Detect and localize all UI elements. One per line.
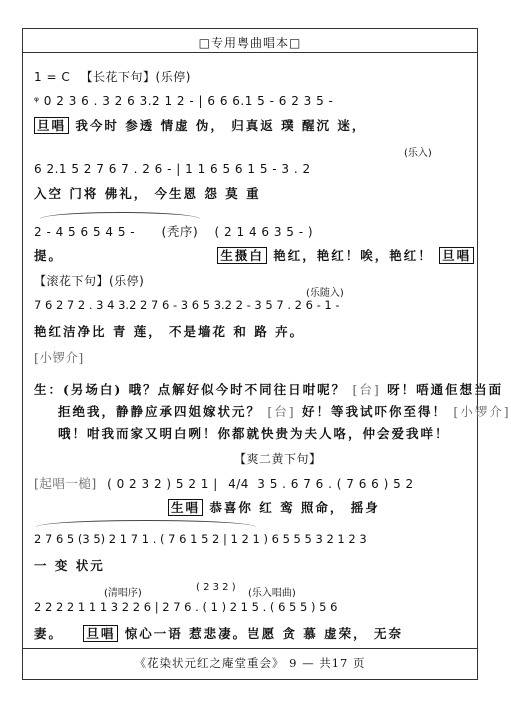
lyric-text: 我今时 参透 情虚 伪， 归真返 璞 醒沉 迷，	[75, 118, 367, 133]
stage-cue: [台]	[267, 404, 296, 419]
s1-tag: 【长花下句】(乐停)	[80, 70, 191, 84]
dialogue-text: 艳红，艳红！唉，艳红！	[273, 248, 433, 263]
lyric-text: 妻。	[34, 626, 64, 641]
lyric-text: 恭喜你 红 鸾 照命， 摇身	[209, 500, 380, 515]
s3-label-c: (乐入唱曲)	[248, 588, 296, 599]
role-box: 生唱	[168, 499, 203, 516]
interlude-notes: ( 2 1 4 6 3 5 - )	[214, 225, 314, 239]
dialog-text: 生：(另场白) 哦？点解好似今时不同往日咁呢？	[34, 382, 347, 397]
dialog-text: 呀！唔通佢想当面	[387, 382, 504, 397]
s1-lyric-1	[34, 116, 366, 134]
page-footer: 《花染状元红之庵堂重会》 9 — 共17 页	[134, 656, 366, 670]
key-signature: 1 = C	[34, 70, 71, 84]
dialog-line-3: 哦！咁我而家又明白咧！你都就快贵为夫人咯，仲会爱我咩！	[58, 426, 450, 441]
aside-cue: [小锣介]	[34, 350, 84, 365]
role-box: 旦唱	[83, 625, 118, 642]
s2-lyric-1: 艳红洁净比 青 莲， 不是墙花 和 路 卉。	[34, 324, 305, 339]
page-header: □专用粤曲唱本□	[198, 36, 302, 50]
s3-label-b: ( 2 3 2 )	[196, 582, 236, 593]
lyric-text: 提。	[34, 248, 64, 263]
dialog-line-1	[34, 380, 503, 398]
s3-lyric-1	[168, 498, 380, 516]
lyric-text: 惊心一语 惹悲凄。岂愿 贪 慕 虚荣， 无奈	[124, 626, 404, 641]
s3-notes-1	[34, 474, 414, 492]
dialog-text: 拒绝我，静静应承四姐嫁状元？	[58, 404, 262, 419]
s1-notes-2: 6 2.1 5 2 7 6 7 . 2 6 - | 1 1 6 5 6 1 5 - 3 . 2	[34, 162, 311, 176]
s1-label-cue: (乐入)	[404, 148, 432, 159]
pre-cue: [起唱一槌]	[34, 476, 97, 491]
s1-lyric-2: 入空 门将 佛礼， 今生恩 怨 莫 重	[34, 186, 261, 201]
time-signature: 4/4	[228, 477, 249, 491]
role-box: 旦唱	[439, 247, 474, 264]
slur	[36, 520, 256, 527]
dialog-text: 好！等我试吓你至得！	[302, 404, 448, 419]
s1-notes-3	[34, 222, 313, 240]
notes: 2 - 4 5 6 5 4 5 -	[34, 225, 136, 239]
dialog-line-2	[58, 402, 511, 420]
s2-tag: 【滚花下句】(乐停)	[34, 274, 145, 288]
s3-label-a: (清唱序)	[104, 588, 142, 599]
interlude-label: (秃序)	[161, 224, 199, 239]
s2-notes-1: 7 6 2 7 2 . 3 4 3.2 2 7 6 - 3 6 5 3.2 2 - 3 5 7 . 2 6 - 1 -	[34, 298, 340, 312]
s3-notes-2: 2 7 6 5 (3 5) 2 1 7 1 . ( 7 6 1 5 2 | 1 2 1 ) 6 5 5 5 3 2 1 2 3	[34, 532, 367, 546]
role-box: 旦唱	[34, 117, 69, 134]
s1-key-line	[34, 68, 191, 85]
stage-cue: [小锣介]	[453, 404, 511, 419]
s3-notes-3: 2 2 2 2 1 1 1 3 2 2 6 | 2 7 6 . ( 1 ) 2 1 5 . ( 6 5 5 ) 5 6	[34, 600, 338, 614]
footer-rule	[22, 648, 478, 649]
s3-tag: 【爽二黄下句】	[234, 452, 322, 466]
notes: 3 5 . 6 7 6 . ( 7 6 6 ) 5 2	[257, 477, 414, 491]
role-box: 生摄白	[217, 247, 267, 264]
s1-notes-1: ᵠ 0 2 3 6 . 3 2 6 3.2 1 2 - | 6 6 6.1 5 - 6 2 3 5 -	[34, 94, 334, 108]
s1-lyric-3	[34, 246, 474, 264]
header-rule	[22, 52, 478, 53]
s3-lyric-3	[34, 624, 403, 642]
notes: ( 0 2 3 2 ) 5 2 1 |	[107, 477, 218, 491]
s2-label-cue: (乐随入)	[306, 288, 344, 299]
slur	[40, 212, 200, 219]
s3-lyric-2: 一 变 状元	[34, 558, 105, 573]
stage-cue: [台]	[352, 382, 381, 397]
